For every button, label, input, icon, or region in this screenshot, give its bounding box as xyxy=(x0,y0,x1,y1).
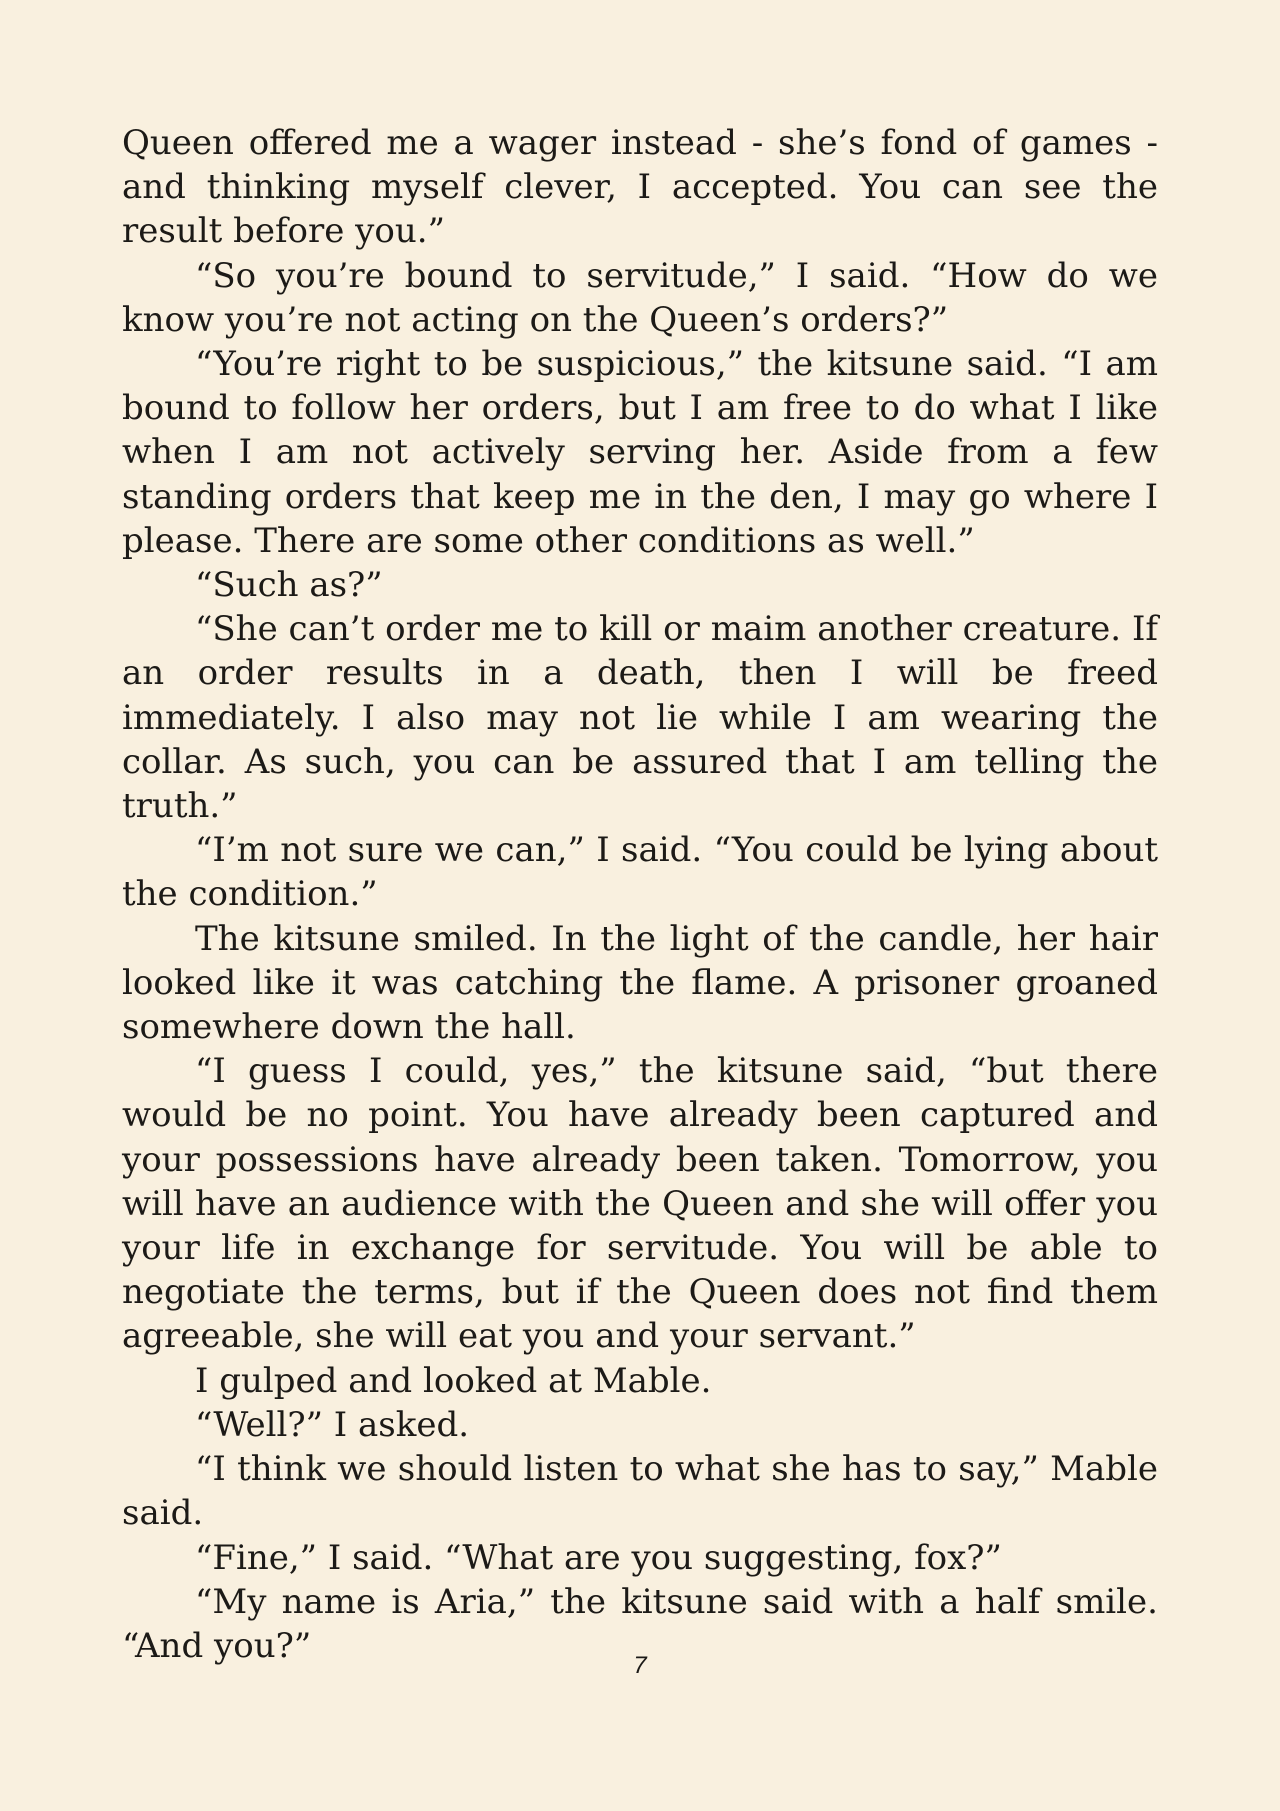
paragraph: “You’re right to be suspicious,” the kitsune said. “I am bound to follow her orders, but I am free to do what I like when I am not actively serving her. Aside from a few standing orders that keep me in the den, I may go where I please. There are some other conditions as well.” xyxy=(122,344,1158,561)
paragraph: “Well?” I asked. xyxy=(195,1404,470,1445)
paragraph: “My name is Aria,” the kitsune said with a half smile. “And you?” xyxy=(122,1581,1158,1666)
paragraph: “I’m not sure we can,” I said. “You could be lying about the condition.” xyxy=(122,830,1158,915)
paragraph: “I guess I could, yes,” the kitsune said, “but there would be no point. You have already been captured and your possessions have already been taken. Tomorrow, you will have an audience with the Queen and she will offer you your life in exchange for servitude. You will be able to negotiate the terms, but if the Queen does not find them agreeable, she will eat you and your servant.” xyxy=(122,1051,1158,1357)
paragraph: “She can’t order me to kill or maim another creature. If an order results in a death, then I will be freed immediately. I also may not lie while I am wearing the collar. As such, you can be assured that I am telling the truth.” xyxy=(122,609,1158,827)
paragraph: “So you’re bound to servitude,” I said. “How do we know you’re not acting on the Queen’s orders?” xyxy=(122,255,1158,340)
paragraph: “Fine,” I said. “What are you suggesting, fox?” xyxy=(195,1537,1002,1578)
paragraph: Queen offered me a wager instead - she’s fond of games - and thinking myself clever, I accepted. You can see the result before you.” xyxy=(122,123,1158,252)
body-text xyxy=(122,121,1158,1668)
paragraph: “Such as?” xyxy=(195,565,383,606)
page-number: 7 xyxy=(633,1652,647,1679)
paragraph: The kitsune smiled. In the light of the candle, her hair looked like it was catching the flame. A prisoner groaned somewhere down the hall. xyxy=(122,918,1158,1048)
paragraph: “I think we should listen to what she has to say,” Mable said. xyxy=(122,1449,1158,1534)
paragraph: I gulped and looked at Mable. xyxy=(195,1360,712,1401)
